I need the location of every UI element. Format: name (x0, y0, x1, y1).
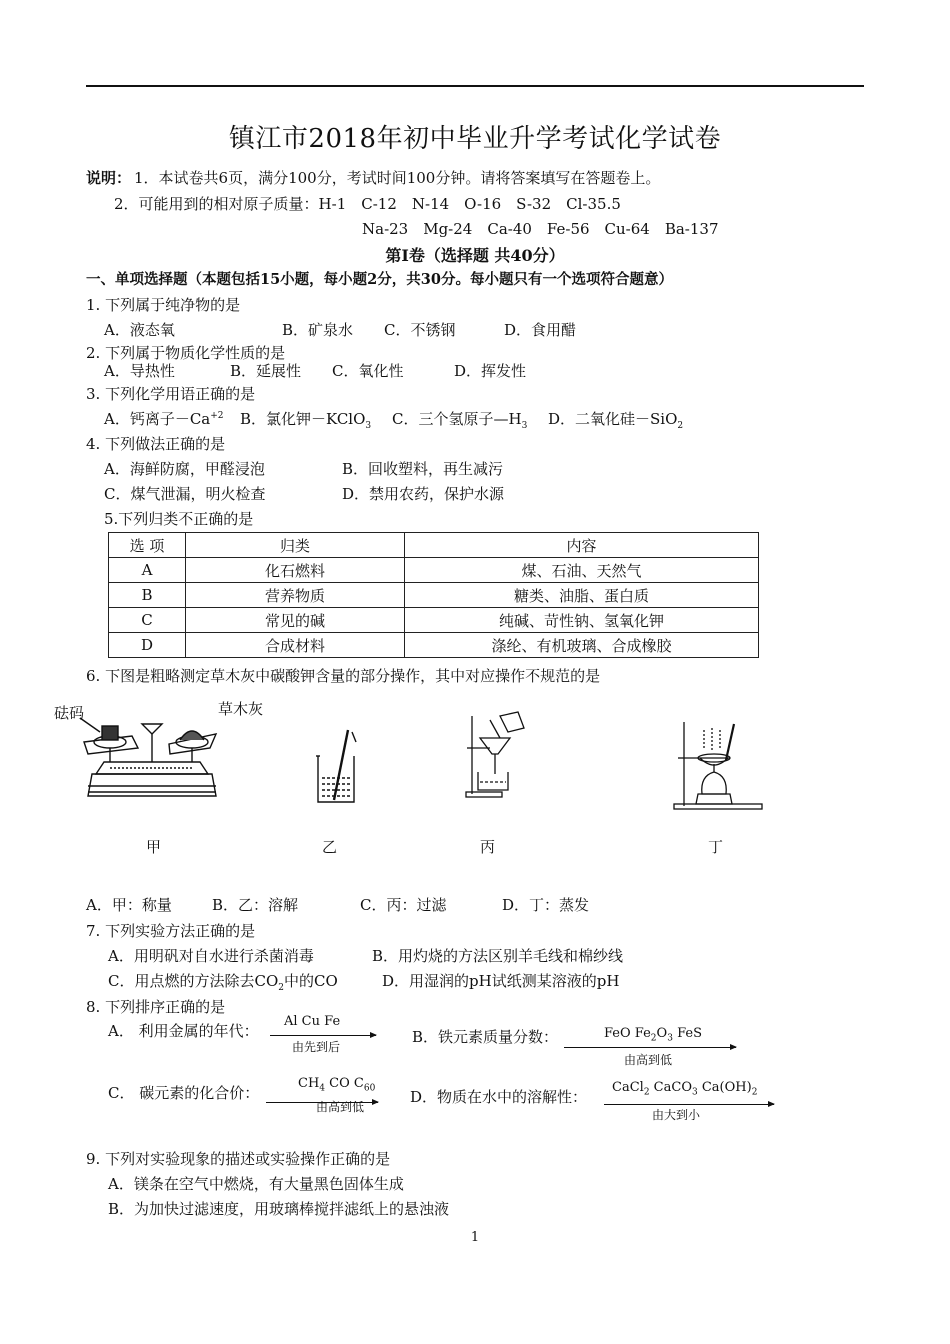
q3-stem: 3. 下列化学用语正确的是 (86, 385, 256, 403)
page-title: 镇江市2018年初中毕业升学考试化学试卷 (228, 124, 722, 154)
q1-option-b: B．矿泉水 (282, 321, 354, 339)
table-cell: B (109, 583, 186, 608)
q1-stem: 1. 下列属于纯净物的是 (86, 296, 241, 314)
table-row (109, 633, 759, 658)
q8-d-arrow (604, 1104, 774, 1105)
q4-stem: 4. 下列做法正确的是 (86, 435, 226, 453)
q6-stem: 6. 下图是粗略测定草木灰中碳酸钾含量的部分操作，其中对应操作不规范的是 (86, 667, 601, 685)
q8-c-order: 由高到低 (316, 1100, 365, 1114)
q7-stem: 7. 下列实验方法正确的是 (86, 922, 256, 940)
page-number: 1 (470, 1230, 480, 1245)
q6-option-a: A．甲：称量 (86, 896, 172, 914)
q4-option-a: A．海鲜防腐，甲醛浸泡 (104, 460, 265, 478)
table-cell: D (109, 633, 186, 658)
q8-b-order: 由高到低 (624, 1053, 673, 1067)
q7-option-a: A．用明矾对自水进行杀菌消毒 (108, 947, 314, 965)
table-header-cell: 内容 (405, 533, 759, 558)
fig-label-ding: 丁 (708, 838, 724, 856)
filtration-figure (464, 708, 536, 800)
q2-option-a: A．导热性 (104, 362, 175, 380)
table-cell: 煤、石油、天然气 (405, 558, 759, 583)
notes-line-1: 1．本试卷共6页，满分100分，考试时间100分钟。请将答案填写在答题卷上。 (134, 169, 661, 187)
q8-d-order: 由大到小 (652, 1108, 701, 1122)
notes-line-2: 2．可能用到的相对原子质量：H-1 C-12 N-14 O-16 S-32 Cl-35.5 (114, 195, 621, 213)
evaporation-figure (670, 720, 766, 812)
table-cell: 涤纶、有机玻璃、合成橡胶 (405, 633, 759, 658)
q8-option-b: B．铁元素质量分数： (412, 1028, 559, 1046)
q6-option-c: C．丙：过滤 (360, 896, 447, 914)
q8-option-a: A． 利用金属的年代： (108, 1022, 259, 1040)
top-rule (86, 85, 864, 87)
table-cell: 纯碱、苛性钠、氢氧化钾 (405, 608, 759, 633)
notes-label: 说明： (86, 169, 132, 187)
table-row (109, 558, 759, 583)
table-row (109, 608, 759, 633)
q1-option-d: D．食用醋 (504, 321, 577, 339)
q3-option-b: B．氯化钾－KClO$_3$ (240, 410, 372, 431)
table-cell: 合成材料 (186, 633, 405, 658)
q8-option-c: C． 碳元素的化合价： (108, 1084, 260, 1102)
q8-a-arrow (270, 1035, 376, 1036)
q8-b-sequence: FeO $Fe_2O_3$ FeS (604, 1026, 702, 1044)
fig-label-bing: 丙 (480, 838, 496, 856)
table-header-cell: 归类 (186, 533, 405, 558)
q1-option-a: A．液态氧 (104, 321, 175, 339)
table-cell: C (109, 608, 186, 633)
label-ash: 草木灰 (218, 700, 264, 718)
q2-option-d: D．挥发性 (454, 362, 527, 380)
table-header-cell: 选 项 (109, 533, 186, 558)
table-row (109, 583, 759, 608)
fig-label-jia: 甲 (146, 838, 162, 856)
q9-stem: 9. 下列对实验现象的描述或实验操作正确的是 (86, 1150, 391, 1168)
q3-option-a: A．钙离子$-Ca^{+2}$ (104, 410, 224, 428)
section-1-heading: 一、单项选择题（本题包括15小题，每小题2分，共30分。每小题只有一个选项符合题意） (86, 271, 673, 288)
table-cell: 常见的碱 (186, 608, 405, 633)
table-cell: 化石燃料 (186, 558, 405, 583)
q7-option-c: C．用点燃的方法除去$CO_2$中的CO (108, 972, 338, 993)
q7-option-d: D．用湿润的pH试纸测某溶液的pH (382, 972, 620, 990)
q8-b-arrow (564, 1047, 736, 1048)
beaker-figure (312, 726, 360, 806)
q3-option-d: D．二氧化硅－SiO$_2$ (548, 410, 684, 431)
q8-a-order: 由先到后 (292, 1040, 341, 1054)
table-cell: A (109, 558, 186, 583)
balance-figure (74, 712, 224, 804)
q8-a-sequence: Al Cu Fe (284, 1014, 341, 1029)
q1-option-c: C．不锈钢 (384, 321, 456, 339)
table-cell: 营养物质 (186, 583, 405, 608)
q2-option-b: B．延展性 (230, 362, 302, 380)
q4-option-b: B．回收塑料，再生减污 (342, 460, 504, 478)
q4-option-c: C．煤气泄漏，明火检查 (104, 485, 266, 503)
table-cell: 糖类、油脂、蛋白质 (405, 583, 759, 608)
label-weight: 砝码 (54, 704, 85, 722)
q8-option-d: D．物质在水中的溶解性： (410, 1088, 588, 1106)
q3-option-c: C．三个氢原子$—H_3$ (392, 410, 528, 431)
q9-option-b: B．为加快过滤速度，用玻璃棒搅拌滤纸上的悬浊液 (108, 1200, 450, 1218)
q5-table (108, 532, 759, 658)
q2-stem: 2. 下列属于物质化学性质的是 (86, 344, 286, 362)
q8-c-sequence: $CH_4$ CO $C_{60}$ (298, 1076, 376, 1094)
q2-option-c: C．氧化性 (332, 362, 404, 380)
table-header-row (109, 533, 759, 558)
q7-option-b: B．用灼烧的方法区别羊毛线和棉纱线 (372, 947, 624, 965)
q8-stem: 8. 下列排序正确的是 (86, 998, 226, 1016)
fig-label-yi: 乙 (322, 838, 338, 856)
q4-option-d: D．禁用农药，保护水源 (342, 485, 505, 503)
q8-d-sequence: CaCl$_2$ CaCO$_3$ $Ca(OH)_2$ (612, 1080, 758, 1098)
notes-line-3: Na-23 Mg-24 Ca-40 Fe-56 Cu-64 Ba-137 (362, 220, 719, 238)
part-1-heading: 第Ⅰ卷（选择题 共40分） (385, 246, 565, 265)
q5-stem: 5.下列归类不正确的是 (104, 510, 254, 528)
q6-option-b: B．乙：溶解 (212, 896, 299, 914)
q6-option-d: D．丁：蒸发 (502, 896, 590, 914)
q9-option-a: A．镁条在空气中燃烧，有大量黑色固体生成 (108, 1175, 404, 1193)
